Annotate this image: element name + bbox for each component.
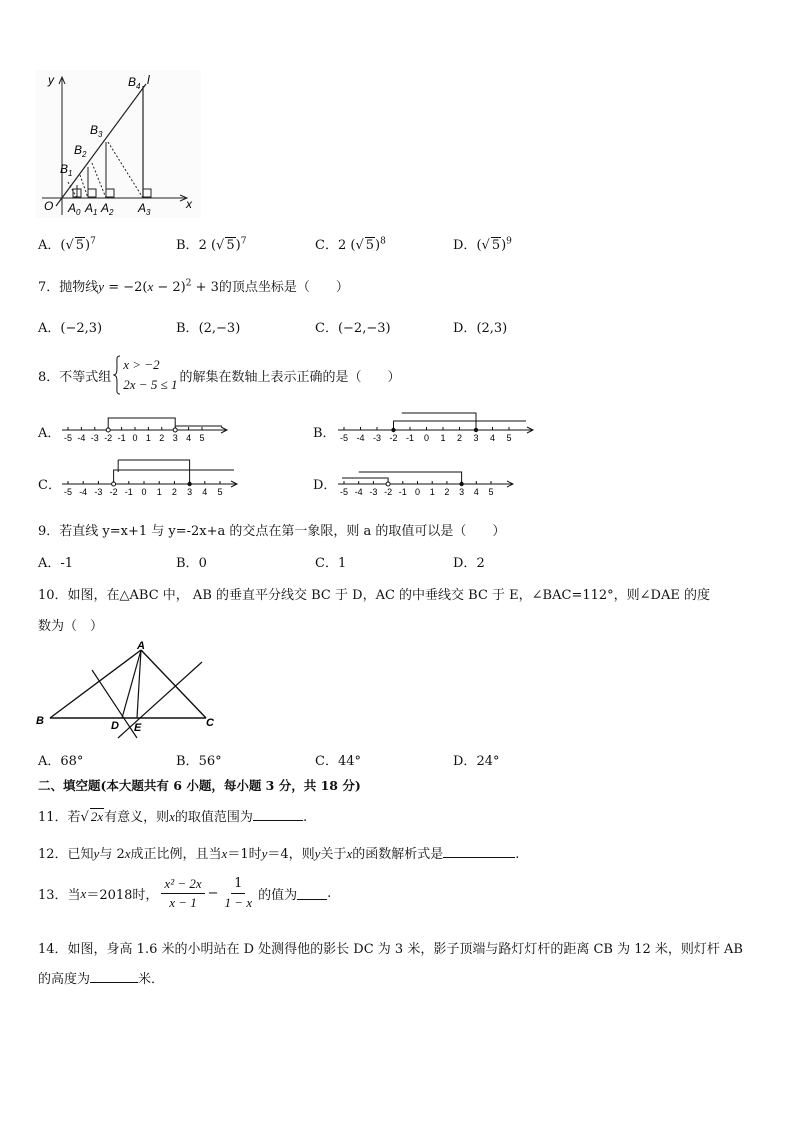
q8-numberline-a xyxy=(62,412,230,446)
q13-answer-blank[interactable] xyxy=(297,887,327,900)
q12-stem: 12．已知y与 2x成正比例，且当x＝1时y＝4，则y关于x的函数解析式是 . xyxy=(38,846,520,862)
label-C: C xyxy=(206,717,214,729)
label-B2: B xyxy=(74,143,83,157)
tick-label: -3 xyxy=(369,487,378,497)
q6-option-d[interactable]: D．(√ 5)$^9$ xyxy=(453,236,512,253)
q14-stem-line1: 14．如图，身高 1.6 米的小明站在 D 处测得他的影长 DC 为 3 米，影子顶端与路灯灯杆的距离 CB 为 12 米，则灯杆 AB xyxy=(38,942,743,957)
label-x: x xyxy=(186,197,192,211)
tick-label: -1 xyxy=(124,487,133,497)
q6-option-c[interactable]: C．2 (√ 5)$^8$ xyxy=(315,236,386,253)
label-A0-sub: 0 xyxy=(76,208,81,217)
tick-label: -4 xyxy=(356,433,365,443)
tick-label: 5 xyxy=(488,487,494,497)
open-dot xyxy=(106,428,110,432)
tick-label: 2 xyxy=(171,487,177,497)
label-E: E xyxy=(134,722,142,734)
q10-triangle-figure xyxy=(34,638,224,742)
label-B1: B xyxy=(60,162,69,176)
label-B3: B xyxy=(90,123,99,137)
tick-label: 0 xyxy=(414,487,421,497)
q10-option-d[interactable]: D．24° xyxy=(453,754,500,769)
q11-answer-blank[interactable] xyxy=(253,808,303,821)
label-l: l xyxy=(147,73,150,87)
q10-option-b[interactable]: B．56° xyxy=(176,754,222,769)
solution-bracket xyxy=(118,460,189,484)
q8-numberline-d xyxy=(338,466,516,500)
tick-label: 4 xyxy=(489,433,496,443)
q6-option-a[interactable]: A．(√ 5)$^7$ xyxy=(38,236,96,253)
q7-option-c[interactable]: C．(−2,−3) xyxy=(315,321,391,336)
tick-label: 0 xyxy=(132,433,138,443)
tick-label: 1 xyxy=(156,487,162,497)
tick-label: 1 xyxy=(145,433,151,443)
solution-bracket xyxy=(108,418,175,430)
tick-label: 3 xyxy=(172,433,178,443)
q8-option-c[interactable]: C． xyxy=(38,478,61,493)
q10-stem-line1: 10．如图，在△ABC 中， AB 的垂直平分线交 BC 于 D，AC 的中垂线交 BC 于 E，∠BAC=112°，则∠DAE 的度 xyxy=(38,588,710,603)
tick-label: -3 xyxy=(94,487,103,497)
tick-label: -1 xyxy=(398,487,407,497)
closed-dot xyxy=(459,482,463,486)
tick-label: 4 xyxy=(202,487,208,497)
q8-option-a[interactable]: A． xyxy=(38,426,61,441)
q7-option-d[interactable]: D．(2,3) xyxy=(453,321,508,336)
tick-label: -4 xyxy=(79,487,88,497)
tick-label: -3 xyxy=(372,433,382,443)
tick-label: -5 xyxy=(339,433,349,443)
label-D: D xyxy=(111,720,119,732)
label-B3-sub: 3 xyxy=(98,130,103,139)
label-A3-sub: 3 xyxy=(146,208,151,217)
q7-option-b[interactable]: B．(2,−3) xyxy=(176,321,241,336)
tick-label: -2 xyxy=(384,487,393,497)
tick-label: 4 xyxy=(473,487,479,497)
label-B4: B xyxy=(128,75,137,89)
tick-label: 2 xyxy=(444,487,450,497)
tick-label: -2 xyxy=(109,487,118,497)
q10-option-c[interactable]: C．44° xyxy=(315,754,361,769)
label-A2: A xyxy=(101,201,110,215)
tick-label: 1 xyxy=(429,487,435,497)
q8-numberline-c xyxy=(62,458,240,500)
tick-label: 3 xyxy=(473,433,479,443)
label-A0: A xyxy=(68,201,77,215)
tick-label: 5 xyxy=(199,433,205,443)
label-A2-sub: 2 xyxy=(109,208,114,217)
q9-option-b[interactable]: B．0 xyxy=(176,556,207,571)
q9-option-a[interactable]: A．-1 xyxy=(38,556,74,571)
q8-stem: 8．不等式组 x > −2 2x − 5 ≤ 1 的解集在数轴上表示正确的是（ ） xyxy=(38,355,400,395)
q14-answer-blank[interactable] xyxy=(90,970,138,983)
q6-option-b[interactable]: B．2 (√ 5)$^7$ xyxy=(176,236,247,253)
tick-label: -2 xyxy=(104,433,113,443)
open-dot xyxy=(173,428,177,432)
label-B4-sub: 4 xyxy=(136,82,141,91)
tick-label: 3 xyxy=(187,487,193,497)
tick-label: -2 xyxy=(389,433,398,443)
open-dot xyxy=(386,482,390,486)
q9-stem: 9．若直线 y=x+1 与 y=-2x+a 的交点在第一象限，则 a 的取值可以是（ ） xyxy=(38,524,506,539)
q6-figure xyxy=(36,70,201,218)
q10-stem-line2: 数为（ ） xyxy=(38,619,104,634)
q8-numberline-b xyxy=(338,408,536,446)
ray xyxy=(342,478,388,484)
label-A: A xyxy=(137,640,145,652)
tick-label: -5 xyxy=(63,487,73,497)
label-y: y xyxy=(48,73,54,87)
tick-label: 4 xyxy=(186,433,192,443)
q8-option-b[interactable]: B． xyxy=(313,426,336,441)
tick-label: 5 xyxy=(506,433,512,443)
tick-label: 2 xyxy=(159,433,165,443)
q9-option-c[interactable]: C．1 xyxy=(315,556,347,571)
label-A1: A xyxy=(85,201,94,215)
q13-fraction-1: $\frac{\text{x² − 2x}}{x - 1}$ xyxy=(161,876,204,911)
tick-label: -4 xyxy=(77,433,86,443)
tick-label: 1 xyxy=(440,433,446,443)
tick-label: 0 xyxy=(141,487,147,497)
tick-label: -3 xyxy=(90,433,99,443)
q10-option-a[interactable]: A．68° xyxy=(38,754,84,769)
tick-label: -1 xyxy=(117,433,126,443)
closed-dot xyxy=(474,428,478,432)
tick-label: -5 xyxy=(339,487,349,497)
open-dot xyxy=(112,482,116,486)
q12-answer-blank[interactable] xyxy=(443,845,515,858)
tick-label: -5 xyxy=(63,433,73,443)
tick-label: 3 xyxy=(459,487,465,497)
tick-label: 2 xyxy=(456,433,463,443)
ray xyxy=(114,470,234,484)
closed-dot xyxy=(187,482,191,486)
q8-inequality-system: x > −2 2x − 5 ≤ 1 xyxy=(113,355,177,395)
section-heading-fill-in: 二、填空题(本大题共有 6 小题，每小题 3 分，共 18 分) xyxy=(38,778,361,793)
q11-stem: 11．若√ 2x有意义，则x的取值范围为 . xyxy=(38,809,308,825)
q7-option-a[interactable]: A．(−2,3) xyxy=(38,321,103,336)
q7-stem: 7．抛物线$y = -2(x - 2)^2 + 3$的顶点坐标是（ ） xyxy=(38,278,349,295)
label-B: B xyxy=(36,715,44,727)
label-O: O xyxy=(44,199,54,213)
tick-label: -4 xyxy=(354,487,363,497)
closed-dot xyxy=(391,428,395,432)
q13-stem: 13．当 x ＝2018时， $\frac{\text{x² − 2x}}{x - 1}$ − $\frac{1}{1 - x}$ 的值为 . xyxy=(38,876,332,910)
q13-fraction-2: $\frac{1}{1 - x}$ xyxy=(224,876,253,910)
tick-label: -1 xyxy=(405,433,415,443)
q14-stem-line2: 的高度为 米． xyxy=(38,972,165,987)
q9-option-d[interactable]: D．2 xyxy=(453,556,485,571)
tick-label: 0 xyxy=(423,433,430,443)
label-B1-sub: 1 xyxy=(68,169,73,178)
tick-label: 5 xyxy=(217,487,223,497)
label-A3: A xyxy=(138,201,147,215)
q8-option-d[interactable]: D． xyxy=(313,478,337,493)
label-B2-sub: 2 xyxy=(82,150,87,159)
label-A1-sub: 1 xyxy=(93,208,98,217)
